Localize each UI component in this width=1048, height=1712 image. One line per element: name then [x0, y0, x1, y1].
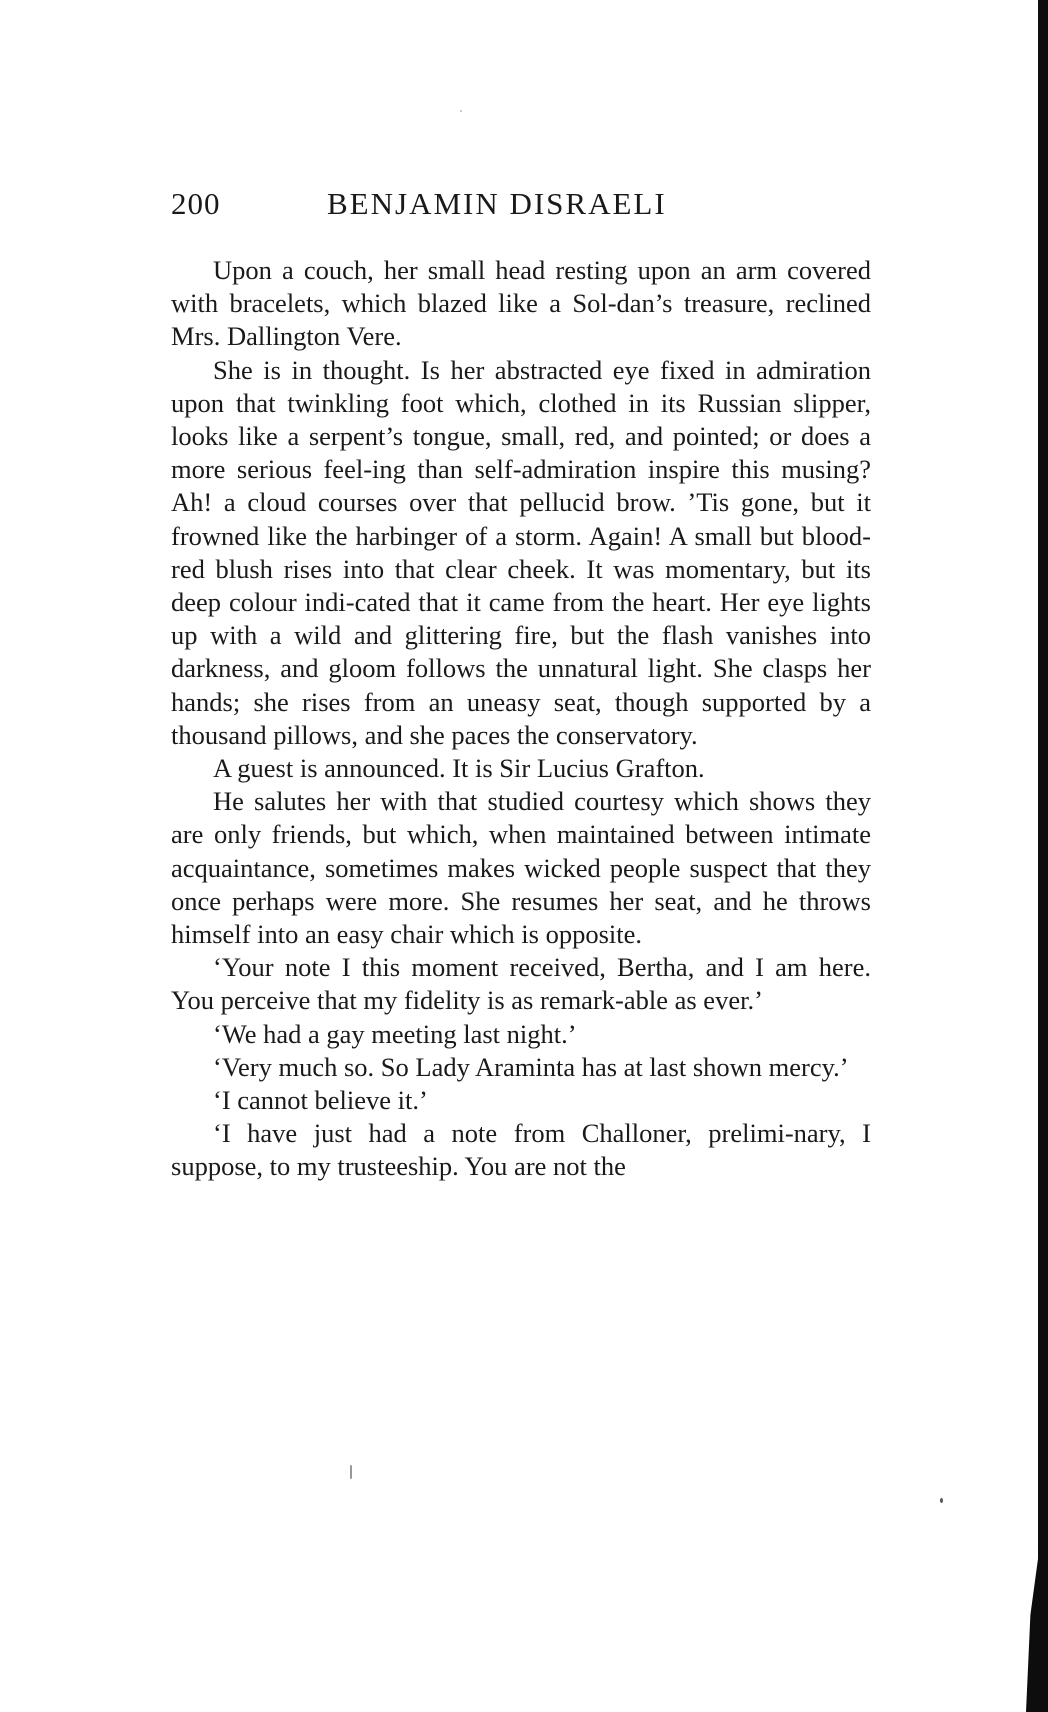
- paragraph: He salutes her with that studied courtesy which shows they are only friends, but which, when maintained between intimate acquaintance, sometimes makes wicked people suspect that they once perhaps were more. She resumes her seat, and he throws himself into an easy chair which is opposite.: [171, 786, 871, 950]
- scan-speck: [460, 110, 462, 112]
- paragraph: ‘Your note I this moment received, Bertha, and I am here. You perceive that my fidelity is as remark-able as ever.’: [171, 952, 871, 1016]
- paragraph: ‘I have just had a note from Challoner, prelimi-nary, I suppose, to my trusteeship. You are not the: [171, 1118, 871, 1182]
- page-header: [171, 186, 871, 230]
- body-text: [171, 254, 871, 1184]
- paragraph: ‘Very much so. So Lady Araminta has at last shown mercy.’: [213, 1051, 849, 1082]
- scan-speck: [350, 1465, 352, 1479]
- paragraph: She is in thought. Is her abstracted eye fixed in admiration upon that twinkling foot which, clothed in its Russian slipper, looks like a serpent’s tongue, small, red, and pointed; or does a more serious feel-ing than self-admiration inspire this musing? Ah! a cloud courses over that pellucid brow. ’Tis gone, but it frowned like the harbinger of a storm. Again! A small but blood-red blush rises into that clear cheek. It was momentary, but its deep colour indi-cated that it came from the heart. Her eye lights up with a wild and glittering fire, but the flash vanishes into darkness, and gloom follows the unnatural light. She clasps her hands; she rises from an uneasy seat, though supported by a thousand pillows, and she paces the conservatory.: [171, 354, 871, 750]
- page-edge-shadow: [1038, 0, 1048, 1712]
- page-number: 200: [171, 186, 221, 221]
- running-title: BENJAMIN DISRAELI: [327, 186, 667, 221]
- page-edge-shadow-bottom: [1026, 1550, 1048, 1712]
- paragraph: Upon a couch, her small head resting upon an arm covered with bracelets, which blazed like a Sol-dan’s treasure, reclined Mrs. Dallington Vere.: [171, 255, 871, 352]
- scan-speck: [940, 1498, 943, 1503]
- paragraph: ‘I cannot believe it.’: [213, 1085, 428, 1116]
- paragraph: A guest is announced. It is Sir Lucius Grafton.: [213, 753, 705, 784]
- paragraph: ‘We had a gay meeting last night.’: [213, 1018, 577, 1049]
